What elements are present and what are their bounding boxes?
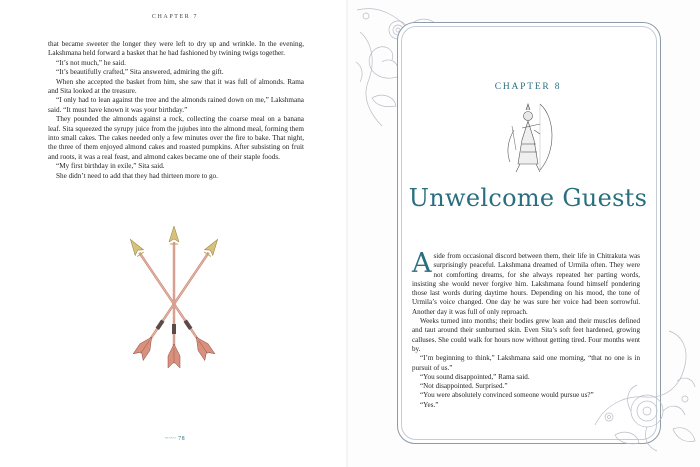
- first-paragraph: [412, 248, 640, 317]
- left-body-text: [48, 40, 304, 181]
- chapter-title: Unwelcome Guests: [408, 184, 648, 212]
- folio-ornament: ~~~: [164, 436, 177, 442]
- paragraph: “You sound disappointed,” Rama said.: [420, 372, 530, 381]
- paragraph: “Yes.”: [420, 400, 439, 409]
- paragraph: They pounded the almonds against a rock, collecting the coarse meal on a banana leaf. Sita squeezed the syrupy juice from the jujubes into the almond meal, forming them into small cakes. The cakes needed only a few minutes over the fire to bake. That night, the three of them enjoyed almond cakes and roasted pumpkins. After subsisting on fruit and roots, it was a real feast, and almond cakes became one of their staple foods.: [48, 115, 304, 161]
- paragraph: She didn’t need to add that they had thirteen more to go.: [56, 171, 218, 180]
- crossed-arrows-illustration: [104, 226, 244, 376]
- paragraph: “It’s not much,” he said.: [56, 58, 126, 67]
- drop-cap: A: [412, 248, 432, 279]
- running-head: CHAPTER 7: [151, 14, 199, 20]
- paragraph: “I’m beginning to think,” Lakshmana said one morning, “that no one is in pursuit of us.”: [412, 354, 640, 372]
- paragraph: “You were absolutely convinced someone would pursue us?”: [420, 391, 594, 400]
- folio-number: 78: [178, 436, 186, 442]
- paragraph: “It’s beautifully crafted,” Sita answered, admiring the gift.: [56, 68, 224, 77]
- paragraph: “Not disappointed. Surprised.”: [420, 382, 508, 391]
- right-body-text: [412, 248, 640, 410]
- paragraph: “My first birthday in exile,” Sita said.: [56, 162, 165, 171]
- page-number: [0, 436, 350, 442]
- paragraph: When she accepted the basket from him, she saw that it was full of almonds. Rama and Sita looked at the treasure.: [48, 77, 304, 96]
- paragraph: that became sweeter the longer they were left to dry up and wrinkle. In the evening, Lakshmana held forward a basket that he had fashioned by twining twigs together.: [48, 40, 304, 58]
- rama-archer-illustration: [500, 100, 560, 175]
- paragraph: “I only had to lean against the tree and the almonds rained down on me,” Lakshmana said. “It must have known it was your birthday.”: [48, 96, 304, 114]
- first-paragraph-text: side from occasional discord between them, their life in Chitrakuta was surprisingly peaceful. Lakshmana dreamed of Urmila often. They were not comforting dreams, for she always repeated her parting words, insisting she would never forgive him. Lakshmana found himself pondering those last words during daytime hours. Depending on his mood, the tone of Urmila’s voice changed. One day he was sure her voice had been sorrowful. Another day it was full of only reproach.: [412, 252, 640, 316]
- paragraph: Weeks turned into months; their bodies grew lean and their muscles defined and taut around their sunburned skin. Even Sita’s soft feet hardened, growing calluses. She could walk for hours now without getting tired. Four months went by.: [412, 317, 640, 353]
- chapter-label: CHAPTER 8: [494, 82, 562, 92]
